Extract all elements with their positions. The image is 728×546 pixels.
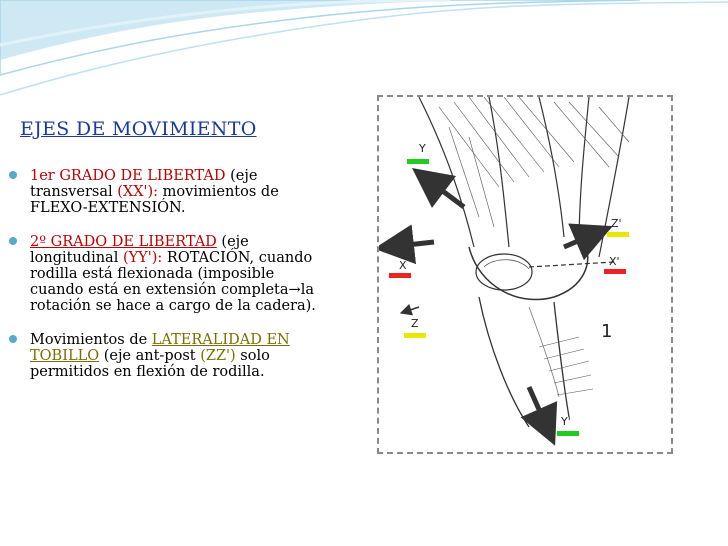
figure-number: 1 <box>601 321 613 342</box>
label-x: X <box>399 259 407 272</box>
bullet-dot-icon <box>9 171 17 179</box>
bullet-text: solo permitidos en flexión de rodilla. <box>30 348 270 380</box>
bullet-text: (eje ant-post <box>99 348 201 364</box>
red-bar <box>604 269 626 274</box>
bullet-laterality <box>8 332 320 380</box>
bullet-rotation <box>8 234 320 314</box>
knee-figure <box>377 95 673 454</box>
label-z-prime: Z' <box>611 217 622 230</box>
axis-label: (XX'): <box>117 184 159 200</box>
knee-joint-illustration <box>379 97 671 452</box>
bullet-flexion <box>8 168 320 216</box>
bullet-dot-icon <box>9 237 17 245</box>
bullet-lead: LATERALIDAD EN TOBILLO <box>30 332 290 364</box>
bullet-lead: 1er GRADO DE LIBERTAD <box>30 168 226 184</box>
green-bar <box>407 159 429 164</box>
bullet-text: Movimientos de <box>30 332 152 348</box>
axis-label: (YY'): <box>122 250 163 266</box>
bullet-list <box>8 168 320 380</box>
slide-title: EJES DE MOVIMIENTO <box>20 118 257 140</box>
axis-arrow-icon <box>389 242 434 247</box>
bullet-text: la rotación se hace a cargo de la cadera). <box>30 282 316 314</box>
label-y: Y <box>419 142 426 155</box>
label-x-prime: X' <box>609 255 620 268</box>
bullet-lead: 2º GRADO DE LIBERTAD <box>30 234 217 250</box>
arrow-right-icon: → <box>288 282 301 298</box>
axis-label: (ZZ') <box>200 348 236 364</box>
axis-arrow-icon <box>529 387 549 432</box>
axis-arrow-icon <box>564 232 599 247</box>
label-y-prime: Y' <box>561 415 571 428</box>
bullet-text: (eje transversal <box>30 168 258 200</box>
bullet-dot-icon <box>9 335 17 343</box>
wave-decoration <box>0 0 728 110</box>
bullet-text: ROTACIÓN, cuando rodilla está flexionada (imposible cuando está en extensión completa <box>30 250 313 298</box>
yellow-bar <box>404 333 426 338</box>
red-bar <box>389 273 411 278</box>
bullet-text: movimientos de FLEXO-EXTENSIÓN. <box>30 184 279 216</box>
yellow-bar <box>607 232 629 237</box>
green-bar <box>557 431 579 436</box>
bullet-text: (eje longitudinal <box>30 234 249 266</box>
label-z: Z <box>411 317 419 330</box>
